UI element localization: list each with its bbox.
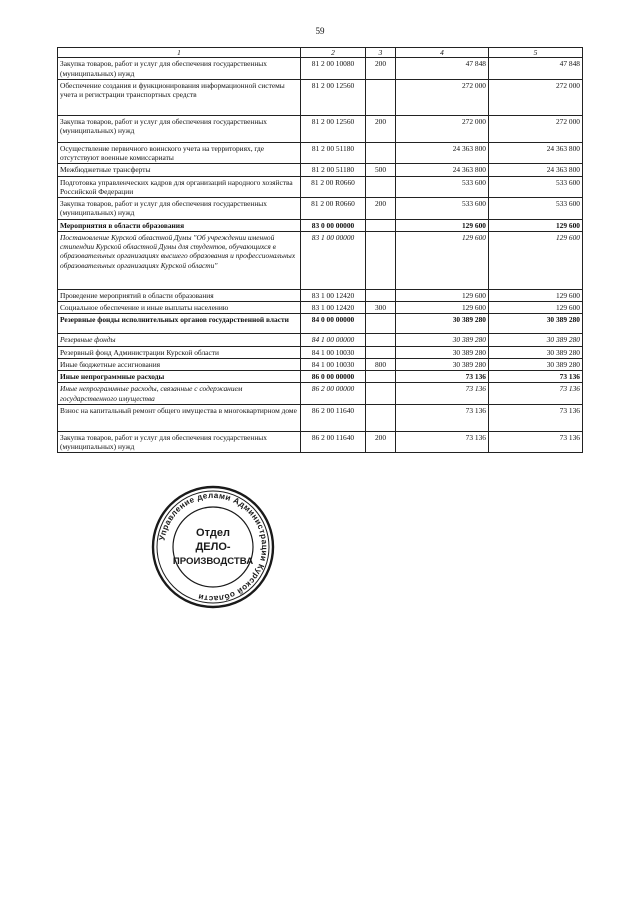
row-expense-type-cell (366, 346, 396, 358)
table-row (58, 334, 583, 346)
table-header-row (58, 48, 583, 58)
row-amount-2-cell: 73 136 (489, 371, 583, 383)
row-amount-2-cell: 73 136 (489, 431, 583, 453)
row-code-cell: 81 2 00 51180 (301, 142, 366, 164)
row-name-cell: Иные непрограммные расходы (58, 371, 301, 383)
row-amount-1-cell: 129 600 (396, 231, 489, 289)
table-row (58, 358, 583, 370)
row-name-cell: Иные бюджетные ассигнования (58, 358, 301, 370)
table-row (58, 302, 583, 314)
header-col-5: 5 (489, 48, 583, 58)
row-amount-2-cell: 129 600 (489, 289, 583, 301)
row-code-cell: 84 1 00 00000 (301, 334, 366, 346)
row-expense-type-cell (366, 231, 396, 289)
row-code-cell: 81 2 00 10080 (301, 58, 366, 80)
row-code-cell: 81 2 00 R0660 (301, 176, 366, 198)
header-col-3: 3 (366, 48, 396, 58)
row-code-cell: 81 2 00 12560 (301, 79, 366, 115)
row-amount-1-cell: 73 136 (396, 431, 489, 453)
row-expense-type-cell: 200 (366, 115, 396, 142)
row-code-cell: 84 1 00 10030 (301, 346, 366, 358)
stamp-line-2: ДЕЛО- (195, 541, 231, 553)
row-name-cell: Мероприятия в области образования (58, 219, 301, 231)
row-amount-2-cell: 24 363 800 (489, 164, 583, 176)
row-amount-1-cell: 73 136 (396, 371, 489, 383)
row-amount-1-cell: 30 389 280 (396, 334, 489, 346)
row-amount-1-cell: 30 389 280 (396, 314, 489, 334)
row-amount-1-cell: 272 000 (396, 79, 489, 115)
row-expense-type-cell (366, 314, 396, 334)
table-row (58, 198, 583, 220)
row-amount-2-cell: 272 000 (489, 115, 583, 142)
row-code-cell: 86 2 00 11640 (301, 404, 366, 431)
row-amount-2-cell: 30 389 280 (489, 334, 583, 346)
row-expense-type-cell (366, 383, 396, 405)
row-amount-2-cell: 30 389 280 (489, 314, 583, 334)
row-amount-1-cell: 129 600 (396, 302, 489, 314)
row-name-cell: Постановление Курской областной Думы "Об учреждении именной стипендии Курской областной Думы для студентов, обучающихся в образовательных организациях высшего образования и профессиональных образовательных организациях Курской области" (58, 231, 301, 289)
row-name-cell: Закупка товаров, работ и услуг для обеспечения государственных (муниципальных) нужд (58, 58, 301, 80)
row-expense-type-cell: 500 (366, 164, 396, 176)
row-expense-type-cell (366, 79, 396, 115)
table-row (58, 289, 583, 301)
table-row (58, 314, 583, 334)
page-number: 59 (315, 26, 325, 36)
row-amount-2-cell: 272 000 (489, 79, 583, 115)
table-row (58, 383, 583, 405)
table-row (58, 219, 583, 231)
row-amount-1-cell: 73 136 (396, 404, 489, 431)
row-amount-1-cell: 30 389 280 (396, 346, 489, 358)
stamp-line-3: ПРОИЗВОДСТВА (172, 556, 254, 567)
row-name-cell: Резервные фонды (58, 334, 301, 346)
row-amount-1-cell: 129 600 (396, 219, 489, 231)
table-row (58, 346, 583, 358)
row-name-cell: Иные непрограммные расходы, связанные с содержанием государственного имущества (58, 383, 301, 405)
row-amount-2-cell: 30 389 280 (489, 346, 583, 358)
row-name-cell: Социальное обеспечение и иные выплаты населению (58, 302, 301, 314)
row-code-cell: 86 2 00 00000 (301, 383, 366, 405)
row-amount-2-cell: 533 600 (489, 198, 583, 220)
row-amount-2-cell: 129 600 (489, 302, 583, 314)
row-code-cell: 83 1 00 12420 (301, 289, 366, 301)
row-name-cell: Закупка товаров, работ и услуг для обеспечения государственных (муниципальных) нужд (58, 431, 301, 453)
row-name-cell: Взнос на капитальный ремонт общего имущества в многоквартирном доме (58, 404, 301, 431)
row-amount-2-cell: 129 600 (489, 231, 583, 289)
row-expense-type-cell (366, 334, 396, 346)
header-col-4: 4 (396, 48, 489, 58)
row-amount-1-cell: 129 600 (396, 289, 489, 301)
row-expense-type-cell: 300 (366, 302, 396, 314)
row-amount-1-cell: 533 600 (396, 198, 489, 220)
row-code-cell: 83 0 00 00000 (301, 219, 366, 231)
row-expense-type-cell (366, 371, 396, 383)
row-expense-type-cell (366, 289, 396, 301)
row-amount-2-cell: 533 600 (489, 176, 583, 198)
row-expense-type-cell: 200 (366, 431, 396, 453)
table-row (58, 58, 583, 80)
row-code-cell: 84 1 00 10030 (301, 358, 366, 370)
row-amount-2-cell: 73 136 (489, 404, 583, 431)
table-row (58, 176, 583, 198)
table-row (58, 371, 583, 383)
table-row (58, 115, 583, 142)
row-expense-type-cell (366, 142, 396, 164)
row-expense-type-cell: 200 (366, 198, 396, 220)
row-expense-type-cell (366, 404, 396, 431)
row-code-cell: 81 2 00 R0660 (301, 198, 366, 220)
row-amount-1-cell: 24 363 800 (396, 142, 489, 164)
stamp-line-1: Отдел (196, 527, 230, 539)
row-name-cell: Резервный фонд Администрации Курской области (58, 346, 301, 358)
row-amount-2-cell: 24 363 800 (489, 142, 583, 164)
row-expense-type-cell (366, 176, 396, 198)
header-col-2: 2 (301, 48, 366, 58)
table-row (58, 164, 583, 176)
row-expense-type-cell: 200 (366, 58, 396, 80)
official-stamp (150, 484, 276, 610)
row-name-cell: Проведение мероприятий в области образования (58, 289, 301, 301)
row-amount-1-cell: 24 363 800 (396, 164, 489, 176)
row-code-cell: 81 2 00 12560 (301, 115, 366, 142)
row-name-cell: Межбюджетные трансферты (58, 164, 301, 176)
row-amount-2-cell: 30 389 280 (489, 358, 583, 370)
budget-table (57, 47, 583, 453)
row-amount-2-cell: 47 848 (489, 58, 583, 80)
row-expense-type-cell: 800 (366, 358, 396, 370)
row-amount-2-cell: 129 600 (489, 219, 583, 231)
row-amount-1-cell: 533 600 (396, 176, 489, 198)
table-row (58, 142, 583, 164)
row-expense-type-cell (366, 219, 396, 231)
row-amount-2-cell: 73 136 (489, 383, 583, 405)
row-name-cell: Закупка товаров, работ и услуг для обеспечения государственных (муниципальных) нужд (58, 115, 301, 142)
row-code-cell: 86 2 00 11640 (301, 431, 366, 453)
row-amount-1-cell: 73 136 (396, 383, 489, 405)
header-col-1: 1 (58, 48, 301, 58)
table-row (58, 231, 583, 289)
table-row (58, 431, 583, 453)
row-code-cell: 86 0 00 00000 (301, 371, 366, 383)
row-name-cell: Обеспечение создания и функционирования информационной системы учета и регистрации транспортных средств (58, 79, 301, 115)
row-code-cell: 83 1 00 00000 (301, 231, 366, 289)
table-row (58, 404, 583, 431)
row-name-cell: Закупка товаров, работ и услуг для обеспечения государственных (муниципальных) нужд (58, 198, 301, 220)
stamp-outer-text: Управление делами Администрации Курской области (157, 490, 270, 604)
row-name-cell: Осуществление первичного воинского учета на территориях, где отсутствуют военные комиссариаты (58, 142, 301, 164)
row-code-cell: 83 1 00 12420 (301, 302, 366, 314)
row-name-cell: Подготовка управленческих кадров для организаций народного хозяйства Российской Федерации (58, 176, 301, 198)
row-name-cell: Резервные фонды исполнительных органов государственной власти (58, 314, 301, 334)
row-amount-1-cell: 47 848 (396, 58, 489, 80)
row-amount-1-cell: 30 389 280 (396, 358, 489, 370)
row-code-cell: 81 2 00 51180 (301, 164, 366, 176)
row-code-cell: 84 0 00 00000 (301, 314, 366, 334)
row-amount-1-cell: 272 000 (396, 115, 489, 142)
table-row (58, 79, 583, 115)
